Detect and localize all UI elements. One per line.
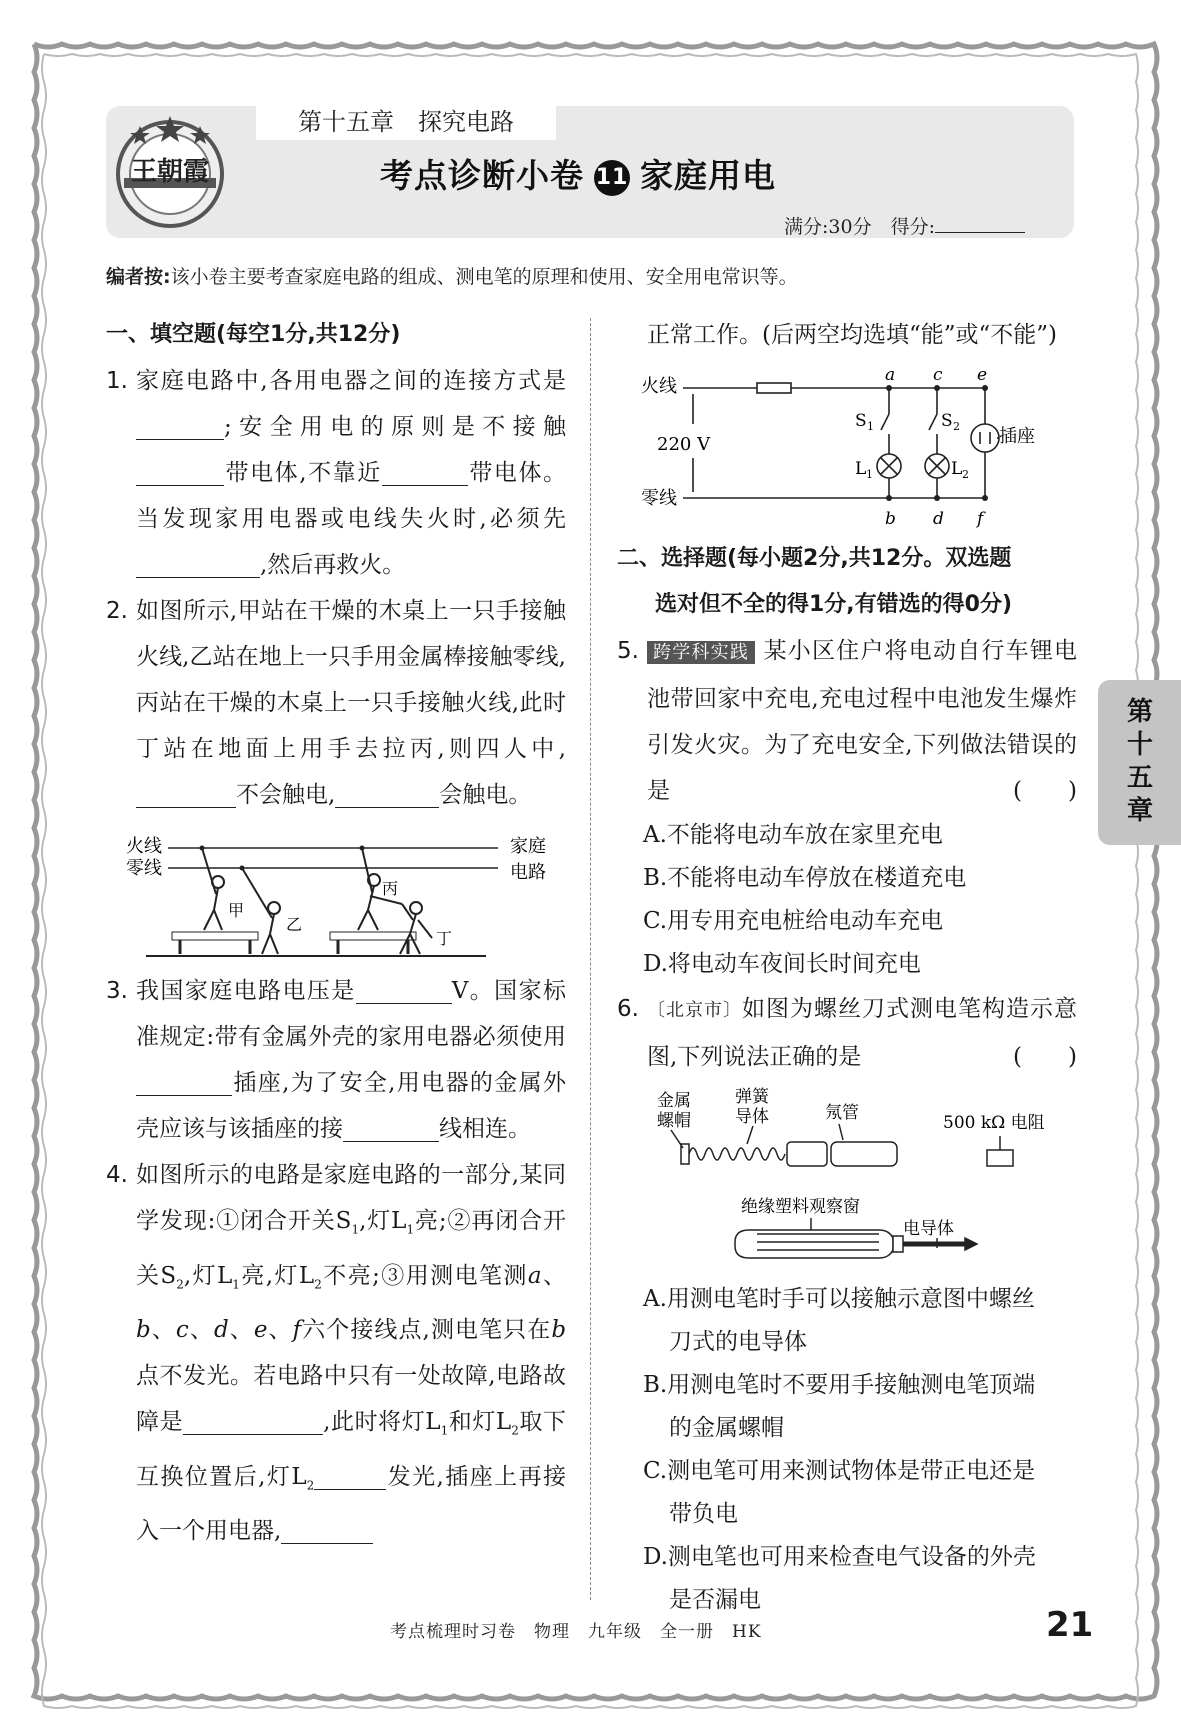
- quiz-number-badge: 11: [594, 160, 630, 196]
- q5-option-c[interactable]: C.用专用充电桩给电动车充电: [643, 908, 944, 934]
- fig4-socket-label: 插座: [999, 426, 1035, 447]
- figure-test-pen: [617, 1084, 1057, 1274]
- fig4-live-label: 火线: [641, 376, 677, 397]
- q6-option-c-cont: 带负电: [669, 1501, 738, 1527]
- question-1: 1. 家庭电路中,各用电器之间的连接方式是;安全用电的原则是不接触带电体,不靠近 带电体。当发现家用电器或电线失火时,必须先,然后再救火。: [106, 368, 567, 578]
- svg-text:2: 2: [953, 420, 960, 433]
- q6-option-c[interactable]: C.测电笔可用来测试物体是带正电还是: [643, 1458, 1036, 1484]
- svg-text:螺帽: 螺帽: [657, 1111, 691, 1131]
- q5-option-d[interactable]: D.将电动车夜间长时间充电: [643, 951, 921, 977]
- fig2-ding-label: 丁: [436, 929, 453, 948]
- svg-text:c: c: [933, 365, 943, 385]
- svg-text:绝缘塑料观察窗: 绝缘塑料观察窗: [741, 1197, 860, 1217]
- q5-option-a[interactable]: A.不能将电动车放在家里充电: [643, 822, 943, 848]
- score-line: 满分:30分 得分:: [784, 212, 1025, 239]
- editor-note: 编者按:该小卷主要考查家庭电路的组成、测电笔的原理和使用、安全用电常识等。: [106, 266, 798, 288]
- figure-electric-shock: [106, 822, 546, 964]
- quiz-title: 考点诊断小卷 11 家庭用电: [380, 156, 776, 195]
- fig2-yi-label: 乙: [286, 915, 303, 934]
- svg-text:电导体: 电导体: [903, 1219, 954, 1239]
- question-6: 6. 〔北京市〕如图为螺丝刀式测电笔构造示意图,下列说法正确的是 ( ): [617, 986, 1077, 1080]
- q6-option-b-cont: 的金属螺帽: [669, 1415, 784, 1441]
- figure-household-circuit: [637, 362, 1057, 532]
- interdisciplinary-tag: 跨学科实践: [647, 641, 755, 664]
- right-column: [617, 312, 1077, 1622]
- q1-blank-3[interactable]: [382, 457, 468, 486]
- q4-blank-2[interactable]: [314, 1461, 386, 1490]
- svg-text:2: 2: [962, 468, 969, 481]
- q1-blank-1[interactable]: [136, 411, 224, 440]
- svg-text:氖管: 氖管: [825, 1103, 859, 1123]
- page-number: 21: [1046, 1605, 1094, 1645]
- svg-text:f: f: [977, 509, 984, 529]
- chapter-side-tab[interactable]: 第十五章: [1098, 680, 1181, 845]
- q5-answer-paren[interactable]: ( ): [1013, 778, 1077, 804]
- svg-text:L: L: [855, 459, 867, 479]
- svg-text:a: a: [885, 365, 896, 385]
- svg-text:d: d: [933, 509, 944, 529]
- section-multiple-choice-1: 二、选择题(每小题2分,共12分。双选题: [617, 546, 1012, 571]
- q6-option-d[interactable]: D.测电笔也可用来检查电气设备的外壳: [643, 1544, 1036, 1570]
- svg-text:L: L: [951, 459, 963, 479]
- q1-blank-2[interactable]: [136, 457, 224, 486]
- q2-blank-2[interactable]: [335, 779, 439, 808]
- question-4: 4. 如图所示的电路是家庭电路的一部分,某同学发现:①闭合开关$S_1$,灯$L_1$亮;②再闭合开关$S_2$,灯$L_1$亮,灯$L_2$不亮;③用测电笔测a、b、c、d、e、f六个接线点,测电笔只在b点不发光。若电路中只有一处故障,电路故障是 ,此时将灯$L_1$和灯$L_2$取下互换位置后,灯$L_2$ 发光,插座上再接入一个用电器,: [106, 1162, 567, 1545]
- fig4-neutral-label: 零线: [641, 488, 677, 509]
- svg-text:王朝霞: 王朝霞: [130, 157, 210, 187]
- footer-text: 考点梳理时习卷 物理 九年级 全一册 HK: [390, 1622, 762, 1642]
- svg-text:弹簧: 弹簧: [735, 1087, 769, 1107]
- section-multiple-choice-2: 选对但不全的得1分,有错选的得0分): [655, 592, 1013, 617]
- svg-text:S: S: [855, 411, 867, 431]
- question-3: 3. 我国家庭电路电压是 V。国家标准规定:带有金属外壳的家用电器必须使用插座,为了安全,用电器的金属外壳应该与该插座的接 线相连。: [106, 968, 566, 1152]
- q6-option-a[interactable]: A.用测电笔时手可以接触示意图中螺丝: [643, 1286, 1035, 1312]
- q4-blank-1[interactable]: [183, 1406, 323, 1435]
- question-2: 2. 如图所示,甲站在干燥的木桌上一只手接触火线,乙站在地上一只手用金属棒接触零线,丙站在干燥的木桌上一只手接触火线,此时丁站在地面上用手去拉丙,则四人中,不会触电, 会触电。: [106, 598, 566, 808]
- svg-text:e: e: [977, 365, 988, 385]
- q2-blank-1[interactable]: [136, 779, 236, 808]
- q6-region: 〔北京市〕: [647, 1000, 742, 1021]
- q6-answer-paren[interactable]: ( ): [1013, 1044, 1077, 1070]
- fig2-live-label: 火线: [126, 836, 162, 857]
- q3-blank-2[interactable]: [136, 1067, 232, 1096]
- score-blank[interactable]: [935, 214, 1025, 233]
- q5-option-b[interactable]: B.不能将电动车停放在楼道充电: [643, 865, 967, 891]
- left-column: [106, 312, 566, 1554]
- svg-text:1: 1: [866, 468, 873, 481]
- fig4-voltage-label: 220 V: [657, 434, 711, 455]
- fig2-jia-label: 甲: [228, 901, 245, 920]
- q6-option-b[interactable]: B.用测电笔时不要用手接触测电笔顶端: [643, 1372, 1036, 1398]
- q4-continued: 正常工作。(后两空均选填“能”或“不能”): [647, 322, 1057, 348]
- fig2-bing-label: 丙: [382, 879, 399, 898]
- svg-text:导体: 导体: [735, 1107, 769, 1127]
- fig2-neutral-label: 零线: [126, 858, 162, 879]
- publisher-logo: [110, 112, 230, 232]
- chapter-title: 第十五章 探究电路: [298, 108, 514, 136]
- q1-blank-4[interactable]: [136, 549, 260, 578]
- svg-text:S: S: [941, 411, 953, 431]
- svg-text:1: 1: [867, 420, 874, 433]
- svg-text:500 kΩ 电阻: 500 kΩ 电阻: [943, 1113, 1045, 1133]
- svg-text:金属: 金属: [657, 1091, 691, 1111]
- q6-option-a-cont: 刀式的电导体: [669, 1329, 807, 1355]
- question-5: 5. 跨学科实践 某小区住户将电动自行车锂电池带回家中充电,充电过程中电池发生爆炸引发火灾。为了充电安全,下列做法错误的是 ( ): [617, 628, 1077, 814]
- fig2-circuit-label-2: 电路: [510, 862, 546, 883]
- q4-blank-3[interactable]: [281, 1515, 373, 1544]
- q6-option-d-cont: 是否漏电: [669, 1587, 761, 1613]
- q3-blank-3[interactable]: [343, 1113, 439, 1142]
- section-fill-in: 一、填空题(每空1分,共12分): [106, 322, 401, 347]
- column-divider: [590, 318, 591, 1600]
- q3-blank-1[interactable]: [356, 975, 452, 1004]
- svg-text:b: b: [885, 509, 896, 529]
- fig2-circuit-label-1: 家庭: [510, 836, 546, 857]
